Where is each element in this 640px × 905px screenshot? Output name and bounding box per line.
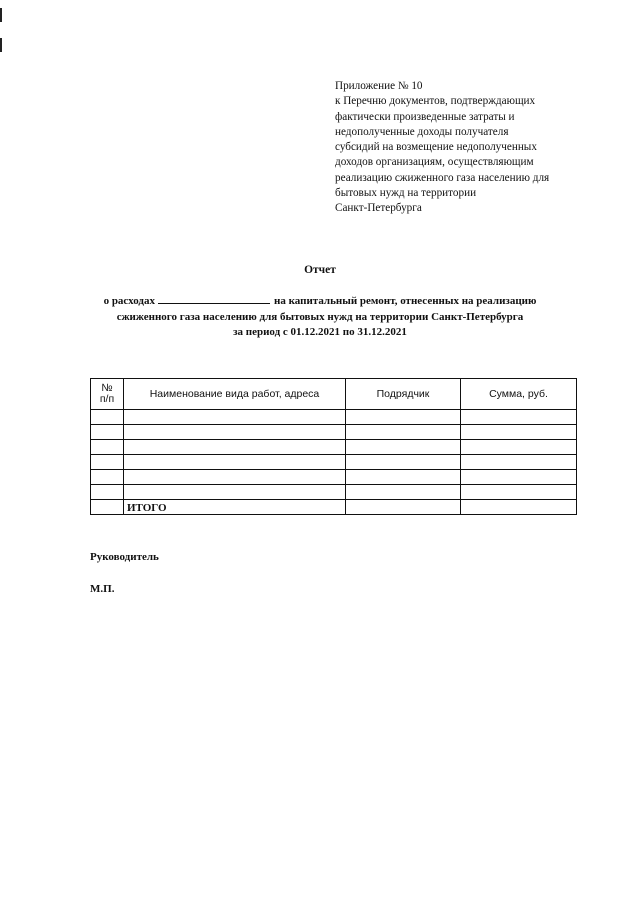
cell [91, 485, 124, 500]
header-contractor: Подрядчик [346, 379, 461, 410]
appendix-line: фактически произведенные затраты и [335, 110, 515, 123]
cell [91, 455, 124, 470]
cell [91, 440, 124, 455]
scan-edge-mark-top [0, 8, 2, 22]
appendix-line: Приложение № 10 [335, 80, 423, 92]
cell [461, 455, 577, 470]
table-row [91, 440, 577, 455]
cell [124, 455, 346, 470]
appendix-line: недополученные доходы получателя [335, 125, 509, 138]
stamp-label: М.П. [90, 583, 115, 595]
subtitle-line-2: сжиженного газа населению для бытовых нужд на территории Санкт-Петербурга [116, 310, 524, 323]
cell [124, 485, 346, 500]
appendix-line: субсидий на возмещение недополученных [335, 141, 537, 154]
fill-in-blank [158, 293, 270, 304]
subtitle-line-1 [0, 293, 640, 310]
table-row [91, 470, 577, 485]
cell [346, 410, 461, 425]
cell [461, 410, 577, 425]
subtitle-line-3: за период с 01.12.2021 по 31.12.2021 [233, 326, 407, 338]
table-row [91, 410, 577, 425]
appendix-line: бытовых нужд на территории [335, 187, 477, 200]
appendix-line: Санкт-Петербурга [335, 202, 422, 215]
appendix-line: к Перечню документов, подтверждающих [335, 95, 536, 108]
report-title: Отчет [304, 264, 336, 276]
header-number: № п/п [91, 379, 124, 410]
cell [461, 500, 577, 515]
subtitle-prefix: о расходах [103, 295, 155, 307]
cell [461, 470, 577, 485]
cell [124, 410, 346, 425]
subtitle-suffix: на капитальный ремонт, отнесенных на реализацию [274, 295, 537, 307]
table-total-row [91, 500, 577, 515]
cell [124, 425, 346, 440]
header-amount: Сумма, руб. [461, 379, 577, 410]
table-row [91, 455, 577, 470]
cell [91, 470, 124, 485]
header-work-name: Наименование вида работ, адреса [124, 379, 346, 410]
cell [124, 470, 346, 485]
appendix-note [335, 79, 605, 217]
table-row [91, 425, 577, 440]
cell [346, 485, 461, 500]
cell [346, 455, 461, 470]
scan-edge-mark-bottom [0, 38, 2, 52]
cell [346, 500, 461, 515]
total-label: ИТОГО [124, 500, 346, 515]
report-subtitle [0, 293, 640, 341]
expenses-table [90, 378, 577, 515]
cell [461, 440, 577, 455]
cell [346, 470, 461, 485]
cell [461, 425, 577, 440]
head-signature-label: Руководитель [90, 551, 159, 563]
table-header-row [91, 379, 577, 410]
cell [91, 500, 124, 515]
cell [91, 425, 124, 440]
cell [91, 410, 124, 425]
table-row [91, 485, 577, 500]
appendix-line: доходов организациям, осуществляющим [335, 156, 534, 169]
appendix-line: реализацию сжиженного газа населению для [335, 171, 550, 184]
cell [346, 440, 461, 455]
cell [461, 485, 577, 500]
cell [346, 425, 461, 440]
cell [124, 440, 346, 455]
